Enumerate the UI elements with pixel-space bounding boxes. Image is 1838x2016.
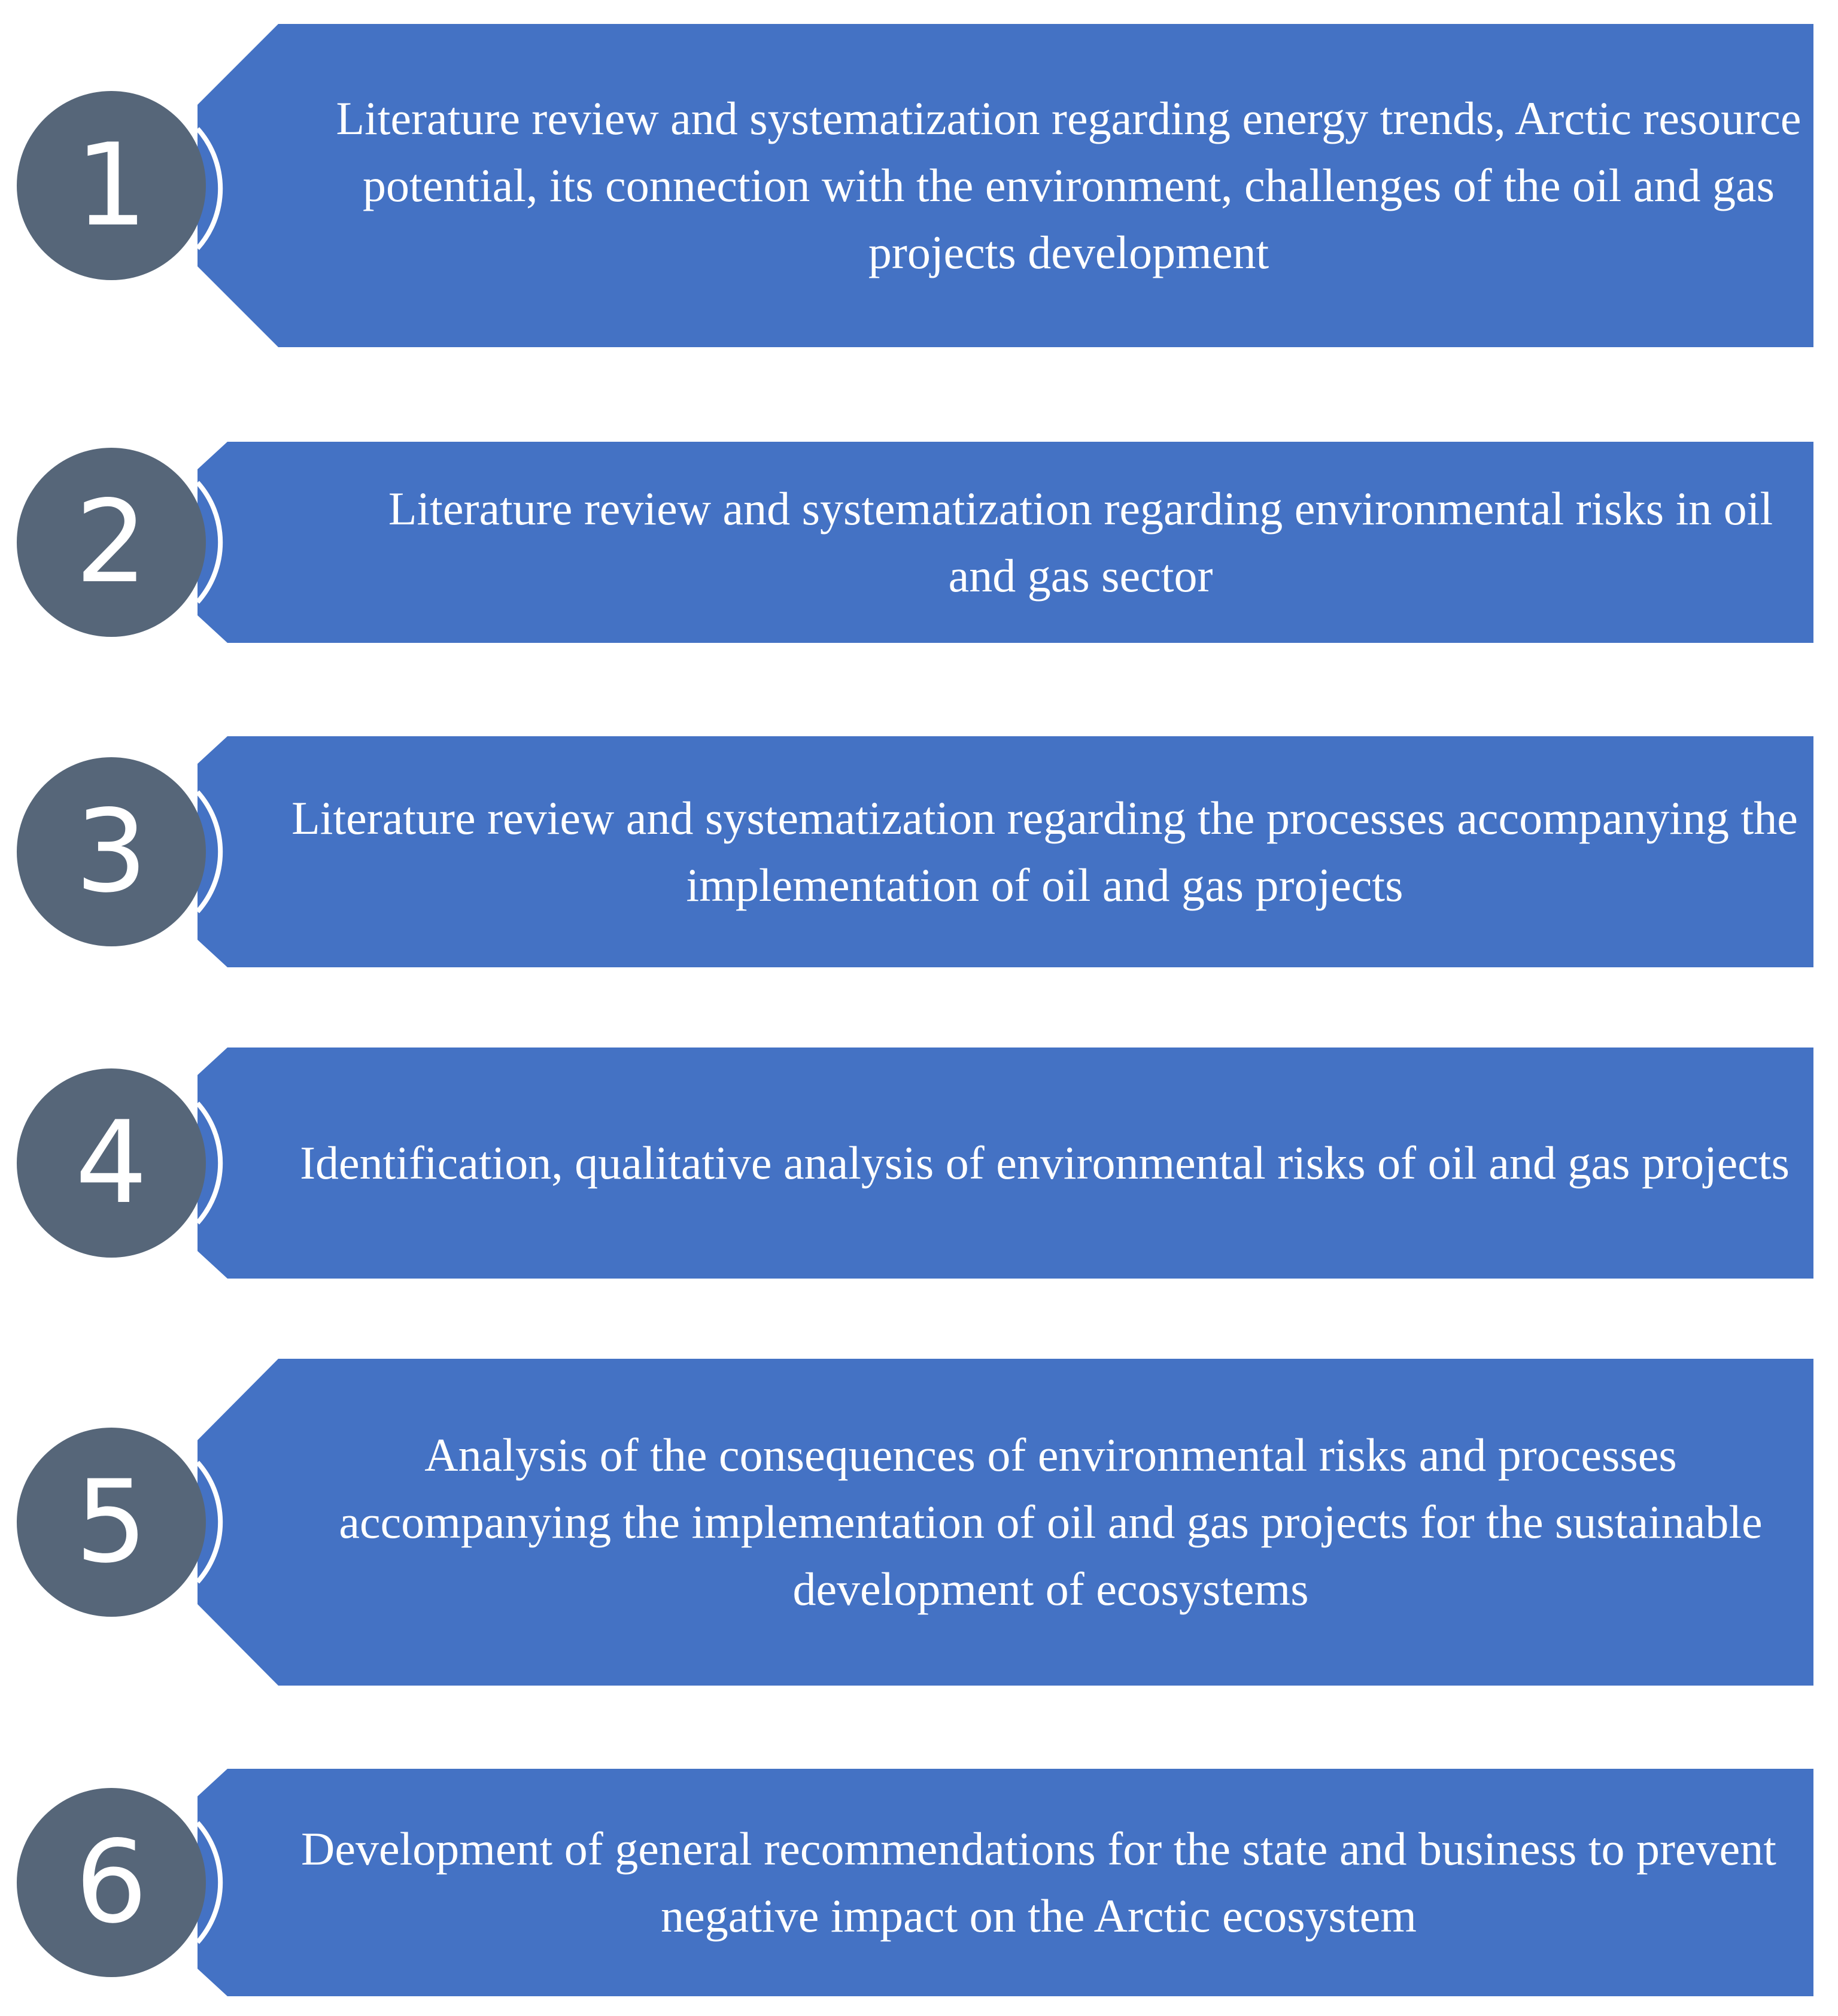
process-step-2 [0, 442, 1838, 643]
step-description: Development of general recommendations for the state and business to prevent negative impact on the Arctic ecosystem [301, 1823, 1776, 1942]
process-step-1 [0, 24, 1838, 347]
step-description: Literature review and systematization regarding environmental risks in oil and gas sector [388, 482, 1773, 602]
step-number-badge: 2 [17, 448, 206, 637]
step-description: Literature review and systematization regarding energy trends, Arctic resource potential, its connection with the environment, challenges of the oil and gas projects development [336, 92, 1801, 278]
step-number-badge: 1 [17, 91, 206, 280]
step-description: Analysis of the consequences of environmental risks and processes accompanying the implementation of oil and gas projects for the sustainable development of ecosystems [339, 1429, 1763, 1615]
step-number-badge: 3 [17, 757, 206, 946]
step-number-badge: 4 [17, 1068, 206, 1258]
step-number-badge: 5 [17, 1428, 206, 1617]
step-description: Literature review and systematization regarding the processes accompanying the implementation of oil and gas projects [291, 792, 1798, 911]
process-step-3 [0, 736, 1838, 967]
step-number-badge: 6 [17, 1788, 206, 1977]
step-description: Identification, qualitative analysis of environmental risks of oil and gas projects [300, 1137, 1790, 1189]
process-step-6 [0, 1769, 1838, 1996]
process-step-4 [0, 1048, 1838, 1279]
process-step-5 [0, 1359, 1838, 1686]
